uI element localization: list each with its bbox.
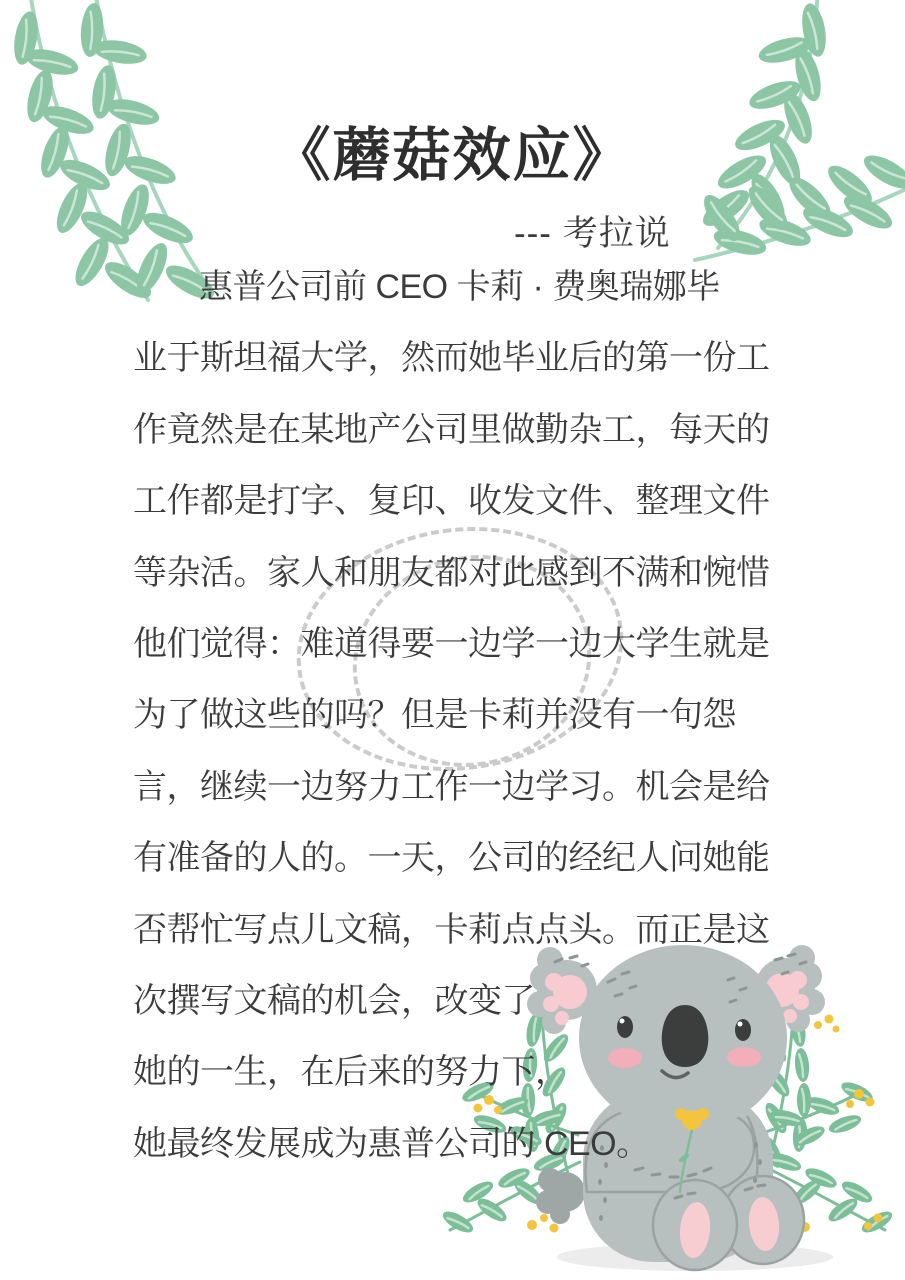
attribution-line: --- 考拉说 [514, 214, 671, 253]
text-line: 惠普公司前 CEO 卡莉 · 费奥瑞娜毕 [199, 268, 720, 306]
text-line: 有准备的人的。一天，公司的经纪人问她能 [133, 839, 770, 878]
text-line: 工作都是打字、复印、收发文件、整理文件 [133, 482, 770, 521]
text-line: 否帮忙写点儿文稿，卡莉点点头。而正是这 [133, 910, 770, 949]
text-line: 等杂活。家人和朋友都对此感到不满和惋惜 [133, 553, 770, 592]
text-line: 她的一生，在后来的努力下， [133, 1053, 569, 1092]
text-line: 业于斯坦福大学，然而她毕业后的第一份工 [133, 339, 770, 378]
text-line: 他们觉得：难道得要一边学一边大学生就是 [133, 624, 770, 663]
text-line: 她最终发展成为惠普公司的 CEO。 [133, 1124, 650, 1163]
page-title: 《蘑菇效应》 [272, 123, 633, 188]
text-line: 为了做这些的吗？但是卡莉并没有一句怨 [133, 696, 736, 735]
text-line: 言，继续一边努力工作一边学习。机会是给 [133, 767, 770, 806]
text-line: 作竟然是在某地产公司里做勤杂工，每天的 [133, 410, 770, 449]
article-body [133, 252, 823, 1180]
text-line: 次撰写文稿的机会，改变了 [133, 981, 535, 1020]
